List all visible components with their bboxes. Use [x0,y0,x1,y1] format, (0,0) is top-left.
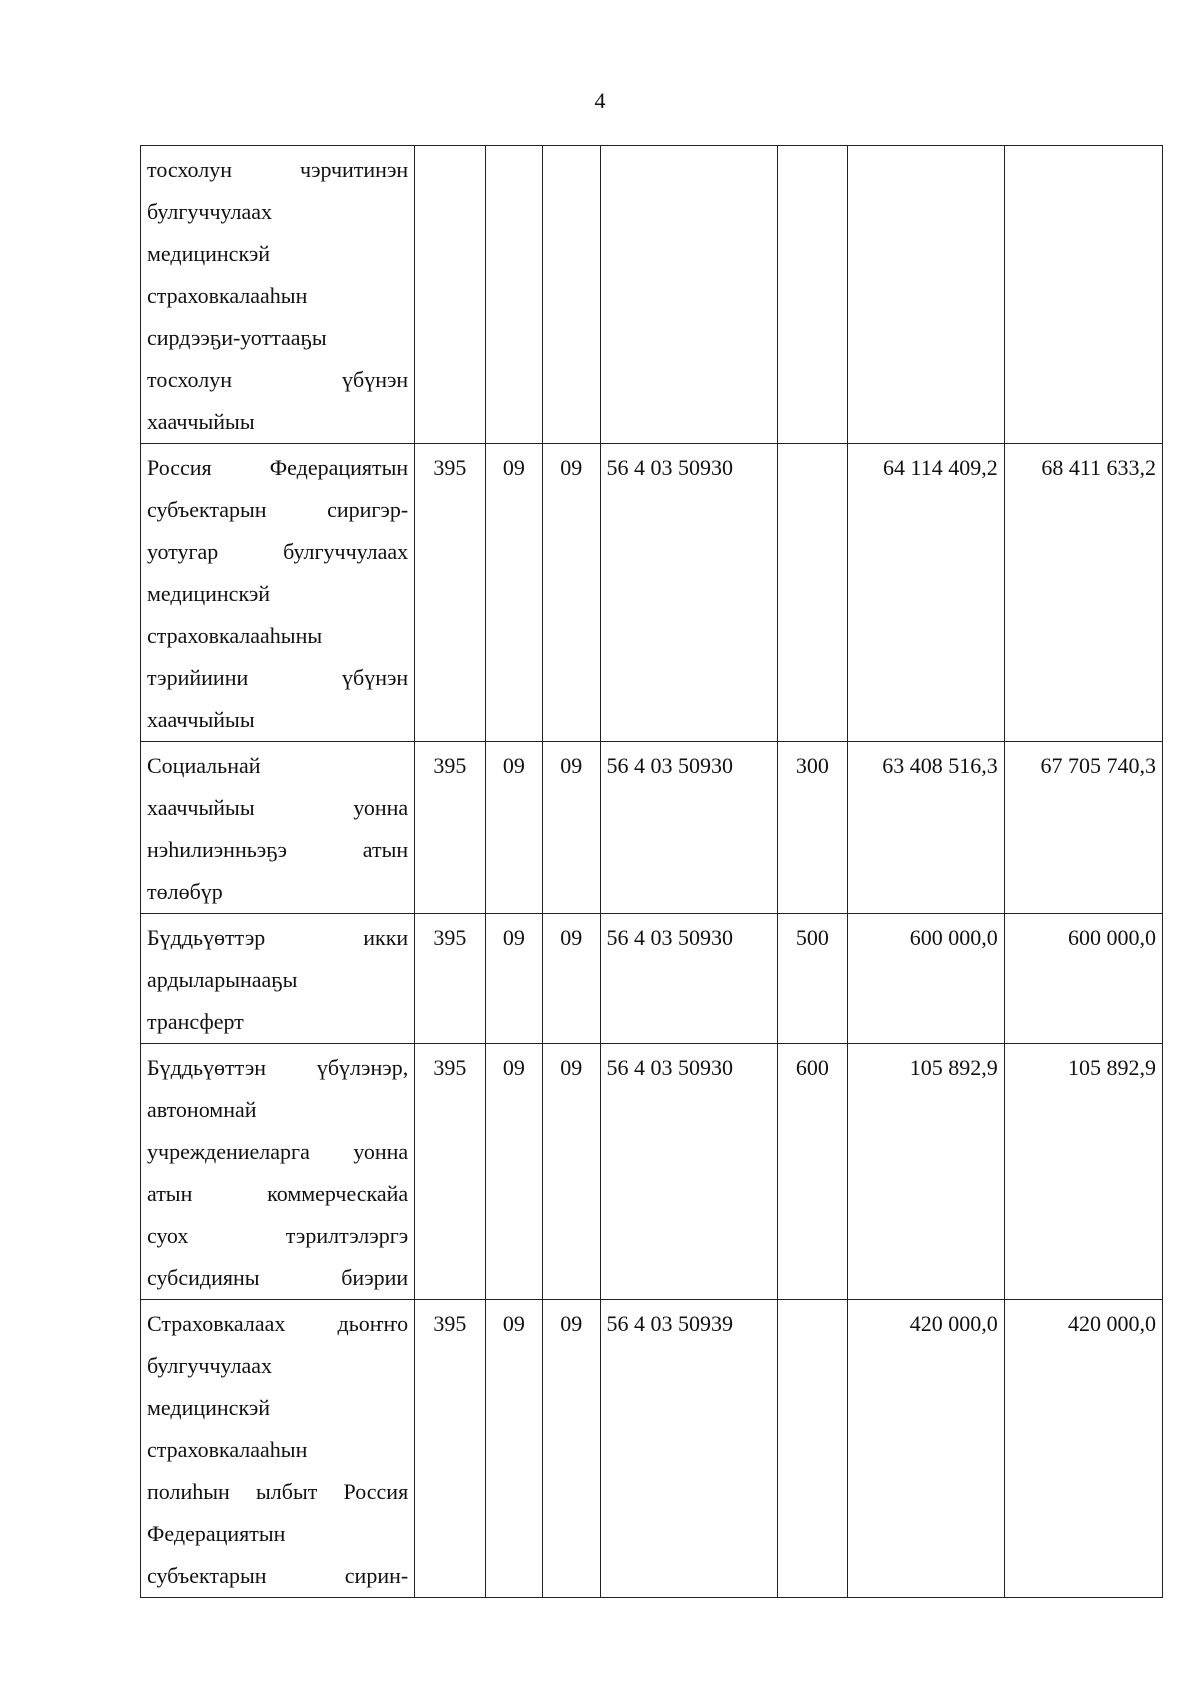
section-code-cell [485,146,542,444]
target-article-cell: 56 4 03 50930 [600,444,778,742]
ministry-code-cell: 395 [415,1044,485,1300]
target-article-cell: 56 4 03 50930 [600,914,778,1044]
target-article-cell: 56 4 03 50930 [600,1044,778,1300]
amount-year1-cell: 420 000,0 [847,1300,1004,1598]
row-description [141,146,415,444]
ministry-code-cell: 395 [415,444,485,742]
amount-year1-cell: 64 114 409,2 [847,444,1004,742]
description-line: атын коммерческайа [147,1181,409,1206]
subsection-code-cell: 09 [543,1300,600,1598]
table-row [141,146,1163,444]
section-code-cell: 09 [485,914,542,1044]
table-row [141,742,1163,914]
expense-type-cell: 500 [778,914,847,1044]
row-description [141,1044,415,1300]
page-number: 4 [594,88,606,113]
section-code-cell: 09 [485,444,542,742]
section-code-cell: 09 [485,742,542,914]
expense-type-cell: 300 [778,742,847,914]
target-article-cell [600,146,778,444]
description-line: трансферт [147,1009,244,1034]
target-article-cell: 56 4 03 50939 [600,1300,778,1598]
description-line: нэһилиэнньэҕэ атын [147,837,409,862]
description-line: булгуччулаах [147,1353,273,1378]
amount-year1-cell: 105 892,9 [847,1044,1004,1300]
row-description [141,444,415,742]
budget-table [140,145,1163,1598]
description-line: тосхолун үбүнэн [147,367,409,392]
amount-year1-cell: 600 000,0 [847,914,1004,1044]
description-line: Бүддьүөттэр икки [147,925,409,950]
amount-year1-cell [847,146,1004,444]
description-line: полиһын ылбыт Россия [147,1479,409,1504]
row-description [141,742,415,914]
expense-type-cell [778,1300,847,1598]
description-line: ардыларынааҕы [147,967,298,992]
amount-year2-cell [1004,146,1162,444]
table-row [141,914,1163,1044]
amount-year2-cell: 68 411 633,2 [1004,444,1162,742]
description-line: тосхолун чэрчитинэн [147,157,409,182]
description-line: Федерациятын [147,1521,286,1546]
description-line: субъектарын сирин- [147,1563,409,1588]
expense-type-cell: 600 [778,1044,847,1300]
ministry-code-cell: 395 [415,742,485,914]
description-line: Россия Федерациятын [147,455,409,480]
description-line: медицинскэй [147,1395,271,1420]
subsection-code-cell: 09 [543,914,600,1044]
subsection-code-cell: 09 [543,742,600,914]
description-line: медицинскэй [147,581,271,606]
table-row [141,1044,1163,1300]
description-line: хааччыйыы уонна [147,795,409,820]
description-line: уотугар булгуччулаах [147,539,409,564]
description-line: страховкалааһыны [147,623,323,648]
expense-type-cell [778,146,847,444]
row-description [141,1300,415,1598]
description-line: субсидияны биэрии [147,1265,409,1290]
description-line: Бүддьүөттэн үбүлэнэр, [147,1055,409,1080]
description-line: автономнай [147,1097,257,1122]
amount-year2-cell: 600 000,0 [1004,914,1162,1044]
ministry-code-cell: 395 [415,1300,485,1598]
ministry-code-cell [415,146,485,444]
expense-type-cell [778,444,847,742]
section-code-cell: 09 [485,1300,542,1598]
amount-year2-cell: 105 892,9 [1004,1044,1162,1300]
description-line: страховкалааһын [147,283,308,308]
subsection-code-cell: 09 [543,1044,600,1300]
subsection-code-cell [543,146,600,444]
description-line: страховкалааһын [147,1437,308,1462]
description-line: хааччыйыы [147,707,255,732]
ministry-code-cell: 395 [415,914,485,1044]
description-line: тэрийиини үбүнэн [147,665,409,690]
table-row [141,1300,1163,1598]
target-article-cell: 56 4 03 50930 [600,742,778,914]
amount-year1-cell: 63 408 516,3 [847,742,1004,914]
description-line: учреждениеларга уонна [147,1139,409,1164]
amount-year2-cell: 420 000,0 [1004,1300,1162,1598]
subsection-code-cell: 09 [543,444,600,742]
description-line: булгуччулаах [147,199,273,224]
amount-year2-cell: 67 705 740,3 [1004,742,1162,914]
description-line: хааччыйыы [147,409,255,434]
description-line: төлөбүр [147,879,223,904]
section-code-cell: 09 [485,1044,542,1300]
description-line: суох тэрилтэлэргэ [147,1223,409,1248]
description-line: Социальнай [147,753,261,778]
table-row [141,444,1163,742]
description-line: Страховкалаах дьоҥҥо [147,1311,409,1336]
row-description [141,914,415,1044]
description-line: медицинскэй [147,241,271,266]
description-line: сирдээҕи-уоттааҕы [147,325,327,350]
description-line: субъектарын сиригэр- [147,497,409,522]
table-body [141,146,1163,1598]
